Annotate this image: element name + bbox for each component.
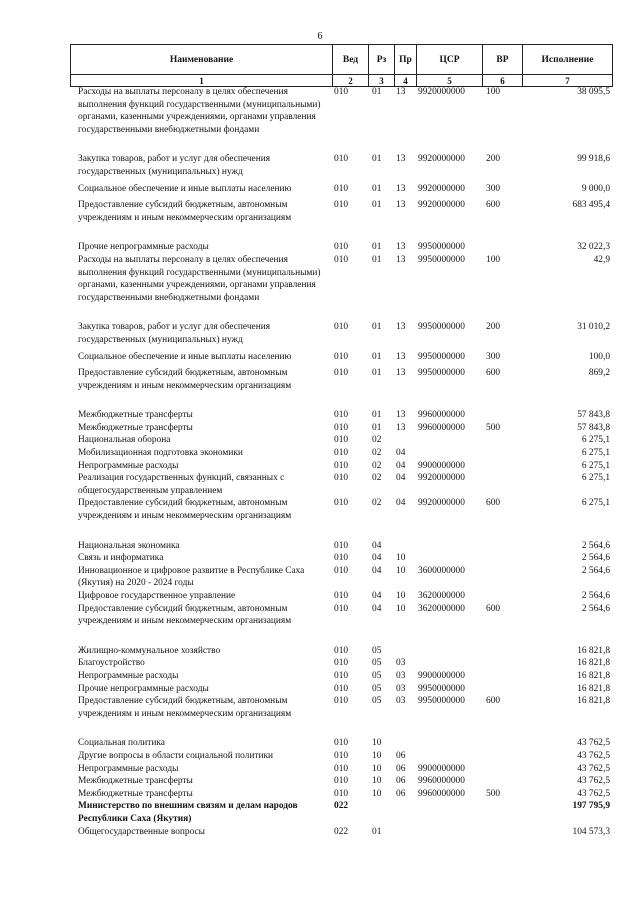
cell-pr: [394, 645, 416, 658]
cell-pr: 13: [396, 242, 406, 253]
cell-rz: 04: [372, 540, 382, 551]
cell-name: Социальное обеспечение и иные выплаты населению: [78, 183, 292, 194]
cell-isp: 31 010,2: [577, 322, 610, 333]
table-row: [70, 775, 612, 788]
cell-isp: 57 843,8: [577, 410, 610, 421]
cell-name: Предоставление субсидий бюджетным, автономным учреждениям и иным некоммерческим организациям: [78, 200, 292, 223]
cell-isp: 32 022,3: [577, 242, 610, 253]
cell-name: Общегосударственные вопросы: [78, 826, 205, 837]
cell-ved: 010: [334, 565, 349, 576]
cell-pr: 13: [396, 368, 406, 379]
cell-rz: 10: [372, 776, 382, 787]
cell-isp: 9 000,0: [581, 183, 610, 194]
cell-name: Мобилизационная подготовка экономики: [78, 448, 243, 459]
table-row: [70, 460, 612, 473]
cell-vr: [482, 460, 522, 473]
cell-pr: 04: [396, 448, 406, 459]
cell-ved: 010: [334, 763, 349, 774]
cell-ved: 010: [334, 322, 349, 333]
cell-pr: 13: [396, 87, 406, 97]
cell-csr: [416, 645, 482, 658]
cell-vr: 600: [486, 696, 501, 707]
cell-csr: 9900000000: [418, 670, 465, 681]
cell-pr: 04: [396, 460, 406, 471]
cell-name: Межбюджетные трансферты: [78, 422, 193, 433]
cell-vr: [482, 826, 522, 839]
table-row: [70, 670, 612, 683]
table-row: [70, 800, 612, 825]
cell-csr: 3600000000: [418, 565, 465, 576]
cell-pr: 13: [396, 322, 406, 333]
cell-rz: 05: [372, 696, 382, 707]
table-row: [70, 788, 612, 801]
cell-vr: [482, 775, 522, 788]
cell-isp: 2 564,6: [581, 565, 610, 576]
cell-pr: [394, 800, 416, 825]
cell-vr: 200: [486, 154, 501, 165]
table-row: [70, 321, 612, 346]
cell-csr: [416, 552, 482, 565]
table-row: [70, 552, 612, 565]
cell-name: Министерство по внешним связям и делам народов Республики Саха (Якутия): [78, 801, 298, 824]
cell-ved: 010: [334, 553, 349, 564]
header-num-6: 6: [483, 75, 523, 87]
cell-ved: 010: [334, 645, 349, 656]
cell-vr: 100: [486, 254, 501, 265]
cell-vr: [482, 565, 522, 590]
table-row: [70, 153, 612, 178]
cell-vr: 500: [486, 422, 501, 433]
cell-csr: 9920000000: [418, 87, 465, 97]
cell-csr: 9950000000: [418, 696, 465, 707]
cell-csr: 9960000000: [418, 410, 465, 421]
cell-rz: 01: [372, 410, 382, 421]
cell-vr: [482, 447, 522, 460]
header-num-7: 7: [523, 75, 613, 87]
table-body: [70, 86, 612, 838]
cell-isp: 43 762,5: [577, 738, 610, 749]
cell-isp: 43 762,5: [577, 776, 610, 787]
cell-ved: 010: [334, 658, 349, 669]
cell-csr: 9920000000: [418, 200, 465, 211]
cell-pr: 06: [396, 763, 406, 774]
cell-ved: 010: [334, 368, 349, 379]
cell-csr: [416, 540, 482, 553]
cell-name: Социальное обеспечение и иные выплаты населению: [78, 351, 292, 362]
cell-csr: 3620000000: [418, 603, 465, 614]
cell-rz: 04: [372, 553, 382, 564]
cell-rz: 01: [372, 242, 382, 253]
cell-isp: 2 564,6: [581, 540, 610, 551]
cell-csr: 9900000000: [418, 460, 465, 471]
cell-isp: 6 275,1: [581, 473, 610, 484]
table-row: [70, 472, 612, 497]
cell-isp: 2 564,6: [581, 603, 610, 614]
cell-rz: 02: [372, 460, 382, 471]
table-row: [70, 645, 612, 658]
cell-name: Непрограммные расходы: [78, 763, 179, 774]
cell-isp: 99 918,6: [577, 154, 610, 165]
cell-pr: 06: [396, 788, 406, 799]
cell-pr: 04: [396, 498, 406, 509]
cell-rz: 01: [372, 351, 382, 362]
cell-ved: 010: [334, 183, 349, 194]
table-row: [70, 86, 612, 136]
cell-ved: 010: [334, 683, 349, 694]
cell-vr: [482, 409, 522, 422]
cell-csr: 9950000000: [418, 322, 465, 333]
table-row: [70, 183, 612, 196]
cell-csr: [416, 750, 482, 763]
cell-isp: 197 795,9: [572, 801, 610, 812]
cell-vr: [482, 750, 522, 763]
cell-rz: 10: [372, 750, 382, 761]
cell-rz: 02: [372, 435, 382, 446]
cell-csr: [416, 657, 482, 670]
cell-name: Национальная экономика: [78, 540, 180, 551]
cell-rz: 01: [372, 826, 382, 837]
cell-pr: [394, 737, 416, 750]
cell-ved: 010: [334, 242, 349, 253]
cell-vr: 600: [486, 498, 501, 509]
table-row: [70, 447, 612, 460]
page-number: 6: [317, 31, 323, 42]
cell-name: Расходы на выплаты персоналу в целях обеспечения выполнения функций государственными (муниципальными) органами, казенными учреждениями, органами управления государственными внебюджетными фондами: [78, 87, 321, 135]
cell-ved: 010: [334, 738, 349, 749]
table-row: [70, 683, 612, 696]
cell-rz: 04: [372, 591, 382, 601]
cell-rz: 10: [372, 763, 382, 774]
cell-rz: 01: [372, 87, 382, 97]
cell-name: Социальная политика: [78, 738, 165, 749]
cell-name: Жилищно-коммунальное хозяйство: [78, 645, 221, 656]
table-row: [70, 826, 612, 839]
cell-name: Реализация государственных функций, связанных с общегосударственным управлением: [78, 473, 285, 496]
cell-isp: 43 762,5: [577, 763, 610, 774]
cell-name: Расходы на выплаты персоналу в целях обеспечения выполнения функций государственными (муниципальными) органами, казенными учреждениями, органами управления государственными внебюджетными фондами: [78, 254, 321, 303]
cell-ved: 010: [334, 200, 349, 211]
cell-isp: 6 275,1: [581, 435, 610, 446]
cell-vr: 600: [486, 603, 501, 614]
cell-csr: 9950000000: [418, 254, 465, 265]
cell-isp: 16 821,8: [577, 670, 610, 681]
cell-vr: [482, 800, 522, 825]
cell-name: Межбюджетные трансферты: [78, 776, 193, 787]
header-num-3: 3: [369, 75, 395, 87]
cell-pr: [394, 540, 416, 553]
cell-pr: 03: [396, 696, 406, 707]
cell-rz: 05: [372, 645, 382, 656]
cell-name: Прочие непрограммные расходы: [78, 683, 209, 694]
header-num-1: 1: [71, 75, 333, 87]
cell-vr: [482, 472, 522, 497]
cell-csr: 9950000000: [418, 242, 465, 253]
cell-pr: 13: [396, 154, 406, 165]
cell-ved: 010: [334, 351, 349, 362]
cell-isp: 16 821,8: [577, 645, 610, 656]
cell-name: Другие вопросы в области социальной политики: [78, 750, 274, 761]
cell-rz: 10: [372, 738, 382, 749]
cell-isp: 6 275,1: [581, 460, 610, 471]
cell-ved: 010: [334, 696, 349, 707]
cell-vr: [482, 645, 522, 658]
cell-isp: 16 821,8: [577, 658, 610, 669]
cell-vr: [482, 540, 522, 553]
header-isp: Исполнение: [523, 45, 613, 75]
cell-isp: 38 095,5: [577, 87, 610, 97]
cell-pr: 13: [396, 183, 406, 194]
cell-ved: 010: [334, 603, 349, 614]
cell-isp: 42,9: [593, 254, 610, 265]
cell-name: Инновационное и цифровое развитие в Республике Саха (Якутия) на 2020 - 2024 годы: [78, 565, 305, 589]
cell-vr: [482, 683, 522, 696]
cell-ved: 022: [334, 826, 349, 837]
cell-rz: 01: [372, 422, 382, 433]
cell-isp: 16 821,8: [577, 683, 610, 694]
header-ved: Вед: [333, 45, 369, 75]
table-row: [70, 657, 612, 670]
cell-ved: 010: [334, 473, 349, 484]
cell-pr: 04: [396, 473, 406, 484]
cell-ved: 010: [334, 776, 349, 787]
cell-isp: 57 843,8: [577, 422, 610, 433]
cell-csr: [416, 434, 482, 447]
cell-ved: 010: [334, 498, 349, 509]
table-row: [70, 565, 612, 590]
cell-csr: 9950000000: [418, 368, 465, 379]
table-row: [70, 199, 612, 224]
cell-isp: 2 564,6: [581, 591, 610, 601]
header-pr: Пр: [395, 45, 417, 75]
cell-name: Непрограммные расходы: [78, 460, 179, 471]
cell-vr: [482, 590, 522, 603]
cell-csr: 9960000000: [418, 776, 465, 787]
cell-pr: 13: [396, 351, 406, 362]
cell-name: Непрограммные расходы: [78, 670, 179, 681]
cell-csr: [416, 800, 482, 825]
cell-name: Межбюджетные трансферты: [78, 410, 193, 421]
cell-csr: 9920000000: [418, 498, 465, 509]
cell-name: Прочие непрограммные расходы: [78, 242, 209, 253]
cell-rz: 04: [372, 603, 382, 614]
table-row: [70, 497, 612, 522]
cell-name: Связь и информатика: [78, 553, 164, 564]
cell-name: Предоставление субсидий бюджетным, автономным учреждениям и иным некоммерческим организациям: [78, 498, 292, 522]
cell-csr: 9960000000: [418, 788, 465, 799]
cell-vr: 100: [486, 87, 501, 97]
cell-vr: 200: [486, 322, 501, 333]
cell-ved: 010: [334, 254, 349, 265]
cell-rz: 01: [372, 154, 382, 165]
cell-vr: [482, 434, 522, 447]
cell-ved: 010: [334, 422, 349, 433]
table-row: [70, 603, 612, 628]
cell-vr: [482, 670, 522, 683]
cell-ved: 010: [334, 670, 349, 681]
cell-rz: 02: [372, 448, 382, 459]
cell-ved: 010: [334, 788, 349, 799]
cell-vr: 300: [486, 183, 501, 194]
cell-csr: [416, 826, 482, 839]
table-row: [70, 367, 612, 392]
cell-ved: 010: [334, 460, 349, 471]
cell-pr: 06: [396, 776, 406, 787]
cell-ved: 010: [334, 154, 349, 165]
cell-csr: 9950000000: [418, 351, 465, 362]
cell-pr: 03: [396, 670, 406, 681]
table-row: [70, 540, 612, 553]
cell-rz: 05: [372, 683, 382, 694]
cell-isp: 2 564,6: [581, 553, 610, 564]
cell-pr: 06: [396, 750, 406, 761]
cell-rz: 01: [372, 368, 382, 379]
cell-vr: [482, 241, 522, 254]
cell-pr: 13: [396, 200, 406, 211]
cell-ved: 010: [334, 87, 349, 97]
header-num-4: 4: [395, 75, 417, 87]
cell-isp: 683 495,4: [572, 200, 610, 211]
cell-rz: 02: [372, 473, 382, 484]
cell-rz: 01: [372, 183, 382, 194]
cell-rz: [368, 800, 394, 825]
cell-name: Цифровое государственное управление: [78, 591, 236, 601]
cell-pr: [394, 434, 416, 447]
cell-rz: 10: [372, 788, 382, 799]
cell-isp: 104 573,3: [572, 826, 610, 837]
cell-vr: [482, 552, 522, 565]
cell-pr: 03: [396, 658, 406, 669]
cell-name: Межбюджетные трансферты: [78, 788, 193, 799]
cell-csr: 9960000000: [418, 422, 465, 433]
cell-isp: 43 762,5: [577, 788, 610, 799]
table-row: [70, 351, 612, 364]
table-row: [70, 409, 612, 422]
cell-ved: 010: [334, 435, 349, 446]
cell-pr: 13: [396, 410, 406, 421]
header-name: Наименование: [71, 45, 333, 75]
cell-name: Закупка товаров, работ и услуг для обеспечения государственных (муниципальных) нужд: [78, 154, 271, 177]
cell-isp: 43 762,5: [577, 750, 610, 761]
cell-vr: [482, 737, 522, 750]
table-row: [70, 434, 612, 447]
cell-pr: 03: [396, 683, 406, 694]
cell-pr: 10: [396, 591, 406, 601]
cell-ved: 010: [334, 448, 349, 459]
cell-csr: 9920000000: [418, 473, 465, 484]
cell-csr: 9920000000: [418, 154, 465, 165]
cell-csr: 9920000000: [418, 183, 465, 194]
cell-pr: 10: [396, 565, 406, 576]
cell-name: Предоставление субсидий бюджетным, автономным учреждениям и иным некоммерческим организациям: [78, 368, 292, 391]
cell-isp: 100,0: [588, 351, 610, 362]
cell-ved: 010: [334, 410, 349, 421]
cell-name: Предоставление субсидий бюджетным, автономным учреждениям и иным некоммерческим организациям: [78, 696, 292, 719]
cell-vr: 500: [486, 788, 501, 799]
cell-ved: 010: [334, 540, 349, 551]
cell-pr: 13: [396, 254, 406, 265]
table-row: [70, 737, 612, 750]
cell-ved: 010: [334, 591, 349, 601]
cell-isp: 16 821,8: [577, 696, 610, 707]
table-row: [70, 695, 612, 720]
table-row: [70, 254, 612, 304]
cell-vr: [482, 763, 522, 776]
cell-name: Национальная оборона: [78, 435, 171, 446]
cell-csr: [416, 447, 482, 460]
cell-name: Закупка товаров, работ и услуг для обеспечения государственных (муниципальных) нужд: [78, 322, 271, 345]
cell-rz: 01: [372, 200, 382, 211]
cell-vr: [482, 657, 522, 670]
cell-csr: 9950000000: [418, 683, 465, 694]
cell-pr: 10: [396, 603, 406, 614]
header-num-5: 5: [417, 75, 483, 87]
table-row: [70, 590, 612, 603]
cell-vr: 600: [486, 368, 501, 379]
cell-name: Предоставление субсидий бюджетным, автономным учреждениям и иным некоммерческим организациям: [78, 603, 292, 627]
table-row: [70, 422, 612, 435]
cell-rz: 01: [372, 254, 382, 265]
cell-isp: 6 275,1: [581, 498, 610, 509]
cell-ved: 010: [334, 750, 349, 761]
cell-pr: [394, 826, 416, 839]
cell-pr: 13: [396, 422, 406, 433]
cell-rz: 05: [372, 670, 382, 681]
cell-vr: 300: [486, 351, 501, 362]
table-row: [70, 763, 612, 776]
table-row: [70, 750, 612, 763]
header-csr: ЦСР: [417, 45, 483, 75]
cell-csr: [416, 737, 482, 750]
cell-pr: 10: [396, 553, 406, 564]
cell-rz: 04: [372, 565, 382, 576]
header-vr: ВР: [483, 45, 523, 75]
cell-csr: 9900000000: [418, 763, 465, 774]
header-num-2: 2: [333, 75, 369, 87]
cell-ved: 022: [334, 801, 349, 812]
table-row: [70, 241, 612, 254]
cell-isp: 869,2: [588, 368, 610, 379]
cell-csr: 3620000000: [418, 591, 465, 601]
cell-name: Благоустройство: [78, 658, 145, 669]
cell-rz: 02: [372, 498, 382, 509]
cell-rz: 05: [372, 658, 382, 669]
header-rz: Рз: [369, 45, 395, 75]
table-header: [70, 44, 612, 86]
cell-vr: 600: [486, 200, 501, 211]
cell-rz: 01: [372, 322, 382, 333]
cell-isp: 6 275,1: [581, 448, 610, 459]
